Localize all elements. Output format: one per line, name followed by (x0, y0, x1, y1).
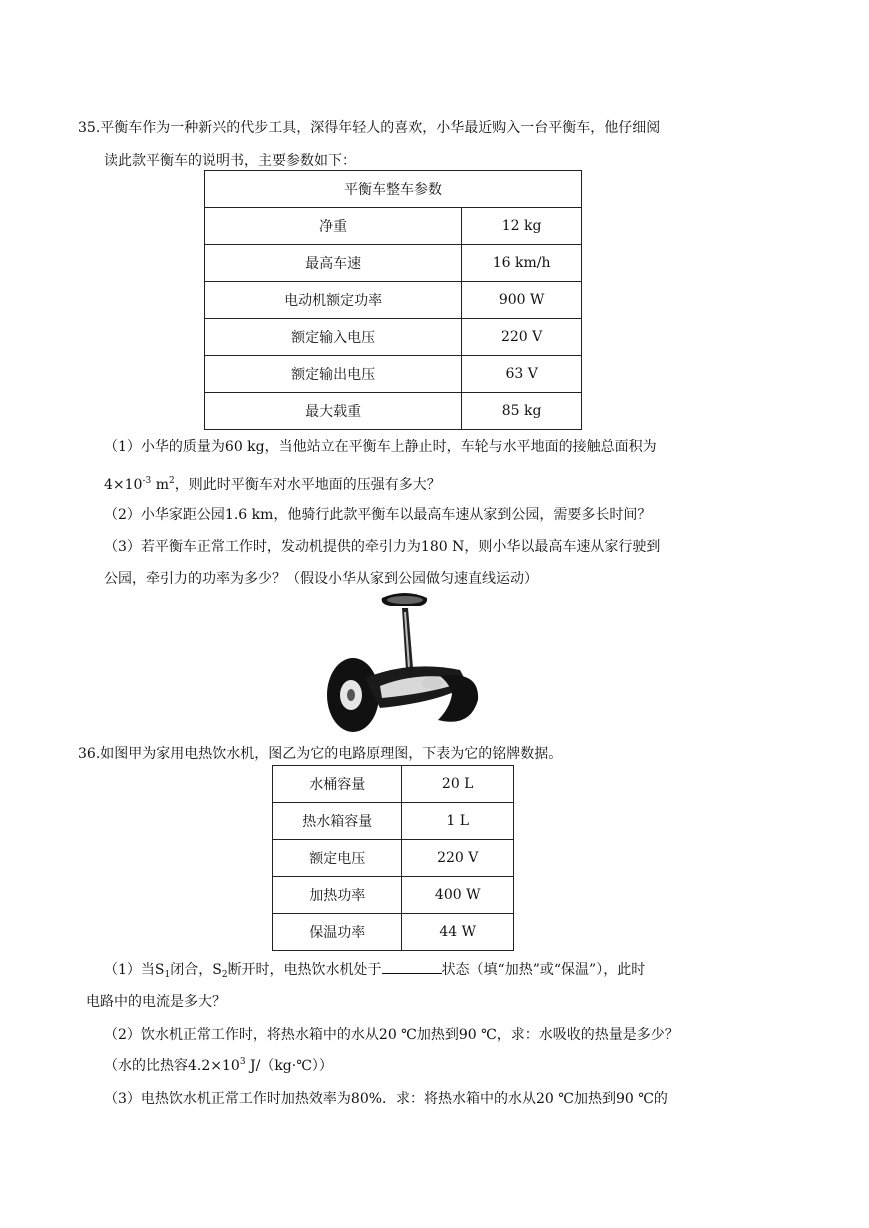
balance-scooter-image (320, 590, 485, 740)
area-coefficient: 4×10 (104, 477, 143, 493)
nameplate-value: 44 W (402, 914, 514, 951)
area-unit: m (155, 477, 169, 493)
spec-table-title: 平衡车整车参数 (205, 171, 582, 208)
spec-name: 最高车速 (205, 245, 462, 282)
spec-value: 12 kg (462, 208, 582, 245)
part1-text-c: 断开时，电热饮水机处于 (227, 962, 382, 978)
area-exponent: -3 (142, 476, 152, 486)
spec-name: 额定输入电压 (205, 319, 462, 356)
question-35-part3-line1: （3）若平衡车正常工作时，发动机提供的牵引力为180 N，则小华以最高车速从家行驶到 (104, 539, 661, 555)
part1-text-d: 状态（填“加热”或“保温”），此时 (441, 962, 646, 978)
part1-text-a: （1）当S (104, 962, 165, 978)
spec-value: 900 W (462, 282, 582, 319)
question-35-part1-line1: （1）小华的质量为60 kg，当他站立在平衡车上静止时，车轮与水平地面的接触总面积为 (104, 439, 657, 455)
spec-name: 电动机额定功率 (205, 282, 462, 319)
question-35-part2: （2）小华家距公园1.6 km，他骑行此款平衡车以最高车速从家到公园，需要多长时间？ (104, 507, 652, 523)
question-35-intro-line1 (78, 118, 660, 138)
question-36-number: 36. (78, 746, 101, 762)
question-36-part1-line1 (104, 959, 645, 985)
nameplate-name: 保温功率 (273, 914, 402, 951)
question-35-intro-line2: 读此款平衡车的说明书，主要参数如下： (104, 153, 356, 169)
nameplate-name: 额定电压 (273, 840, 402, 877)
part1-question-text: ，则此时平衡车对水平地面的压强有多大？ (174, 477, 441, 493)
switch-s1-subscript: 1 (164, 970, 171, 980)
nameplate-name: 热水箱容量 (273, 803, 402, 840)
spec-name: 最大载重 (205, 393, 462, 430)
nameplate-name: 水桶容量 (273, 766, 402, 803)
specific-heat-unit: J/（kg·℃）） (245, 1058, 333, 1074)
switch-s2-subscript: 2 (221, 970, 228, 980)
nameplate-value: 220 V (402, 840, 514, 877)
spec-value: 220 V (462, 319, 582, 356)
balance-scooter-spec-table (204, 170, 582, 430)
part1-text-b: 闭合，S (170, 962, 222, 978)
question-35-part3-line2: 公园，牵引力的功率为多少？（假设小华从家到公园做匀速直线运动） (104, 571, 538, 587)
question-36-part1-line2: 电路中的电流是多大？ (86, 994, 226, 1010)
answer-blank[interactable] (382, 959, 442, 974)
nameplate-value: 20 L (402, 766, 514, 803)
spec-value: 16 km/h (462, 245, 582, 282)
area-unit-exponent: 2 (168, 476, 175, 486)
question-35-number: 35. (78, 120, 101, 136)
question-36-part3-line1: （3）电热饮水机正常工作时加热效率为80%．求：将热水箱中的水从20 ℃加热到90 ℃的 (104, 1091, 668, 1107)
water-dispenser-nameplate-table (272, 765, 514, 951)
question-36-intro-text: 如图甲为家用电热饮水机，图乙为它的电路原理图，下表为它的铭牌数据。 (100, 746, 563, 762)
spec-name: 额定输出电压 (205, 356, 462, 393)
nameplate-name: 加热功率 (273, 877, 402, 914)
spec-value: 63 V (462, 356, 582, 393)
spec-value: 85 kg (462, 393, 582, 430)
question-36-intro-line (78, 744, 562, 764)
nameplate-value: 1 L (402, 803, 514, 840)
question-35-part1-line2 (104, 471, 441, 495)
specific-heat-exponent: 3 (239, 1057, 246, 1067)
question-35-intro-text: 平衡车作为一种新兴的代步工具，深得年轻人的喜欢，小华最近购入一台平衡车，他仔细阅 (100, 120, 661, 136)
spec-name: 净重 (205, 208, 462, 245)
question-36-part2-line1: （2）饮水机正常工作时，将热水箱中的水从20 ℃加热到90 ℃，求：水吸收的热量是多少？ (104, 1027, 679, 1043)
specific-heat-text: （水的比热容4.2×10 (104, 1058, 240, 1074)
nameplate-value: 400 W (402, 877, 514, 914)
question-36-part2-line2 (104, 1052, 333, 1076)
